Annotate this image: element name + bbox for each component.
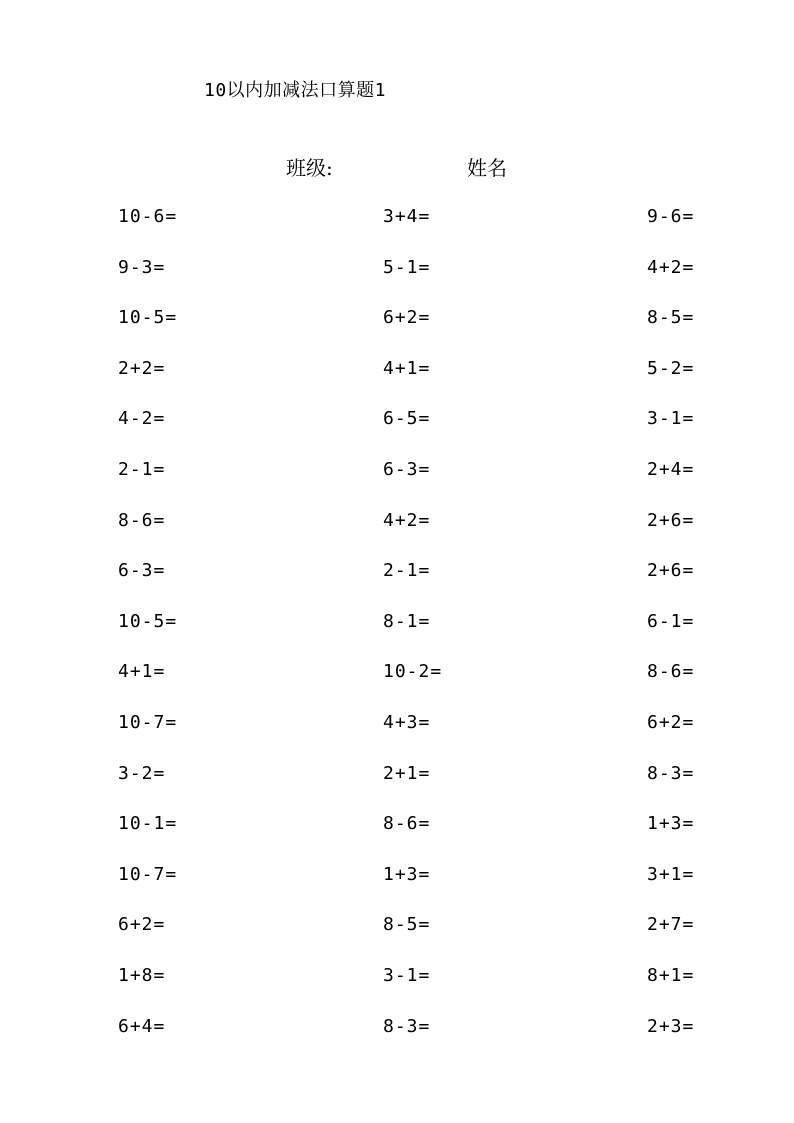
problem-item: 10-6= — [118, 206, 178, 227]
problem-item: 3+1= — [647, 864, 695, 885]
problem-item: 10-5= — [118, 307, 178, 328]
problem-item: 8-3= — [383, 1016, 431, 1037]
problem-item: 2+6= — [647, 560, 695, 581]
problem-item: 6-1= — [647, 611, 695, 632]
problem-item: 6-3= — [383, 459, 431, 480]
problem-item: 9-3= — [118, 257, 166, 278]
problem-item: 4+1= — [118, 661, 166, 682]
problem-item: 5-2= — [647, 358, 695, 379]
class-label: 班级: — [286, 156, 333, 180]
problem-item: 2-1= — [383, 560, 431, 581]
problem-item: 4+1= — [383, 358, 431, 379]
problem-item: 2+2= — [118, 358, 166, 379]
problem-item: 8-6= — [118, 510, 166, 531]
problem-item: 2+6= — [647, 510, 695, 531]
problem-item: 4+2= — [647, 257, 695, 278]
problem-item: 2+7= — [647, 914, 695, 935]
problem-item: 8-6= — [383, 813, 431, 834]
problem-item: 8-3= — [647, 763, 695, 784]
problem-item: 1+3= — [647, 813, 695, 834]
problem-item: 4-2= — [118, 408, 166, 429]
problem-item: 3-1= — [647, 408, 695, 429]
problem-item: 6-3= — [118, 560, 166, 581]
problem-item: 4+3= — [383, 712, 431, 733]
problem-item: 6-5= — [383, 408, 431, 429]
name-label: 姓名 — [467, 156, 507, 180]
problem-item: 6+2= — [118, 914, 166, 935]
problem-item: 2+1= — [383, 763, 431, 784]
problem-item: 10-7= — [118, 864, 178, 885]
problem-item: 6+2= — [647, 712, 695, 733]
problem-item: 10-5= — [118, 611, 178, 632]
problem-item: 1+3= — [383, 864, 431, 885]
problem-item: 3-2= — [118, 763, 166, 784]
problem-item: 10-1= — [118, 813, 178, 834]
problem-item: 8+1= — [647, 965, 695, 986]
problem-item: 2+3= — [647, 1016, 695, 1037]
problem-item: 2+4= — [647, 459, 695, 480]
problem-item: 8-5= — [383, 914, 431, 935]
problem-item: 8-6= — [647, 661, 695, 682]
problem-item: 3+4= — [383, 206, 431, 227]
problem-item: 9-6= — [647, 206, 695, 227]
problem-item: 3-1= — [383, 965, 431, 986]
problem-item: 6+2= — [383, 307, 431, 328]
problem-item: 5-1= — [383, 257, 431, 278]
problem-item: 1+8= — [118, 965, 166, 986]
worksheet-title: 10以内加减法口算题1 — [204, 80, 387, 101]
problem-item: 6+4= — [118, 1016, 166, 1037]
problem-item: 8-5= — [647, 307, 695, 328]
problem-item: 8-1= — [383, 611, 431, 632]
problem-item: 2-1= — [118, 459, 166, 480]
problem-item: 4+2= — [383, 510, 431, 531]
problem-item: 10-2= — [383, 661, 443, 682]
problem-item: 10-7= — [118, 712, 178, 733]
